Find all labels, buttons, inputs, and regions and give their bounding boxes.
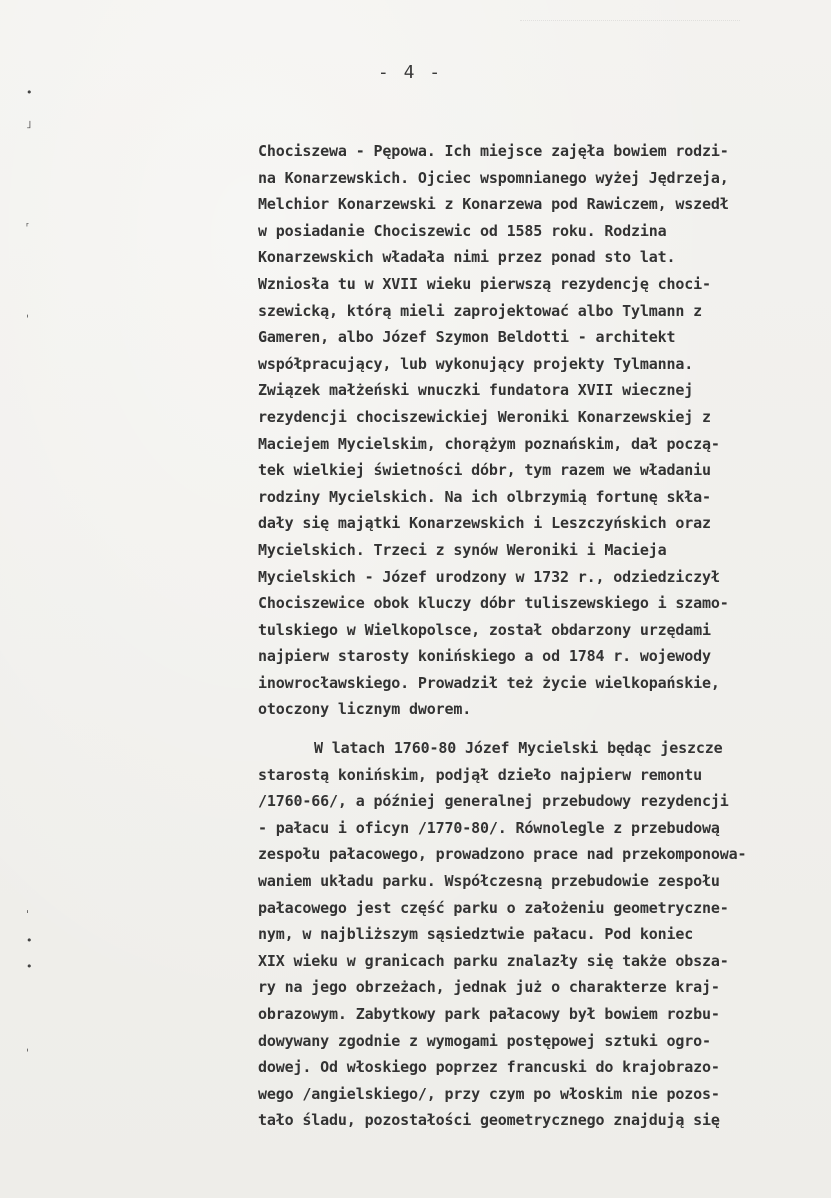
text-line: tulskiego w Wielkopolsce, został obdarzony urzędami [258,620,711,639]
page-number: - 4 - [377,62,443,83]
margin-mark: ˌ [26,1040,30,1053]
text-line: XIX wieku w granicach parku znalazły się także obsza- [258,951,729,970]
margin-mark: ʳ [26,220,29,233]
paragraph-gap [258,723,818,735]
text-line: dały się majątki Konarzewskich i Leszczyńskich oraz [258,514,711,533]
text-line: nym, w najbliższym sąsiedztwie pałacu. Pod koniec [258,925,694,944]
margin-mark: ˈ [26,908,30,921]
text-line: szewicką, którą mieli zaprojektować albo Tylmann z [258,301,703,320]
text-line: dowej. Od włoskiego poprzez francuski do krajobrazo- [258,1058,720,1077]
text-line: w posiadanie Chociszewic od 1585 roku. Rodzina [258,221,667,240]
text-line: inowrocławskiego. Prowadził też życie wielkopańskie, [258,673,720,692]
margin-mark: • [26,934,33,947]
document-body [258,138,818,1134]
text-line: na Konarzewskich. Ojciec wspomnianego wyżej Jędrzeja, [258,168,729,187]
margin-mark: ˌ [26,306,30,319]
text-line: rezydencji chociszewickiej Weroniki Konarzewskiej z [258,407,711,426]
text-line: tek wielkiej świetności dóbr, tym razem we władaniu [258,461,711,480]
text-line: Mycielskich - Józef urodzony w 1732 r., odziedziczył [258,567,720,586]
text-line: współpracujący, lub wykonujący projekty Tylmanna. [258,354,694,373]
text-line: zespołu pałacowego, prowadzono prace nad przekomponowa- [258,845,747,864]
text-line: waniem układu parku. Współczesną przebudowie zespołu [258,872,720,891]
text-line: Maciejem Mycielskim, chorążym poznańskim, dał począ- [258,434,720,453]
text-line: starostą konińskim, podjął dzieło najpierw remontu [258,765,703,784]
text-line: rodziny Mycielskich. Na ich olbrzymią fortunę skła- [258,487,711,506]
text-line: Związek małżeński wnuczki fundatora XVII wiecznej [258,381,694,400]
text-line: Melchior Konarzewski z Konarzewa pod Rawiczem, wszedł [258,195,729,214]
margin-mark: • [26,960,33,973]
text-line: Chociszewa - Pępowa. Ich miejsce zajęła bowiem rodzi- [258,142,729,160]
text-line: W latach 1760-80 Józef Mycielski będąc jeszcze [314,739,723,758]
text-line: Mycielskich. Trzeci z synów Weroniki i Macieja [258,540,667,559]
margin-mark: • [26,86,33,99]
text-line: Konarzewskich władała nimi przez ponad sto lat. [258,248,676,267]
page-edge-shadow [520,20,740,29]
margin-mark: ˩ [26,118,32,131]
left-margin-marks [0,0,60,1198]
text-line: /1760-66/, a później generalnej przebudowy rezydencji [258,792,729,811]
text-line: wego /angielskiego/, przy czym po włoskim nie pozos- [258,1084,720,1103]
text-line: Chociszewice obok kluczy dóbr tuliszewskiego i szamo- [258,594,729,613]
text-line: - pałacu i oficyn /1770-80/. Równolegle z przebudową [258,818,720,837]
text-line: tało śladu, pozostałości geometrycznego znajdują się [258,1111,720,1130]
text-line: ry na jego obrzeżach, jednak już o charakterze kraj- [258,978,720,997]
text-line: dowywany zgodnie z wymogami postępowej sztuki ogro- [258,1031,711,1050]
text-line: obrazowym. Zabytkowy park pałacowy był bowiem rozbu- [258,1005,720,1023]
paragraph-1 [258,138,818,723]
text-line: najpierw starosty konińskiego a od 1784 r. wojewody [258,647,711,666]
text-line: Gameren, albo Józef Szymon Beldotti - architekt [258,328,676,347]
paragraph-2 [258,735,818,1134]
text-line: pałacowego jest część parku o założeniu geometryczne- [258,898,729,917]
text-line: Wzniosła tu w XVII wieku pierwszą rezydencję choci- [258,274,711,293]
text-line: otoczony licznym dworem. [258,700,472,719]
